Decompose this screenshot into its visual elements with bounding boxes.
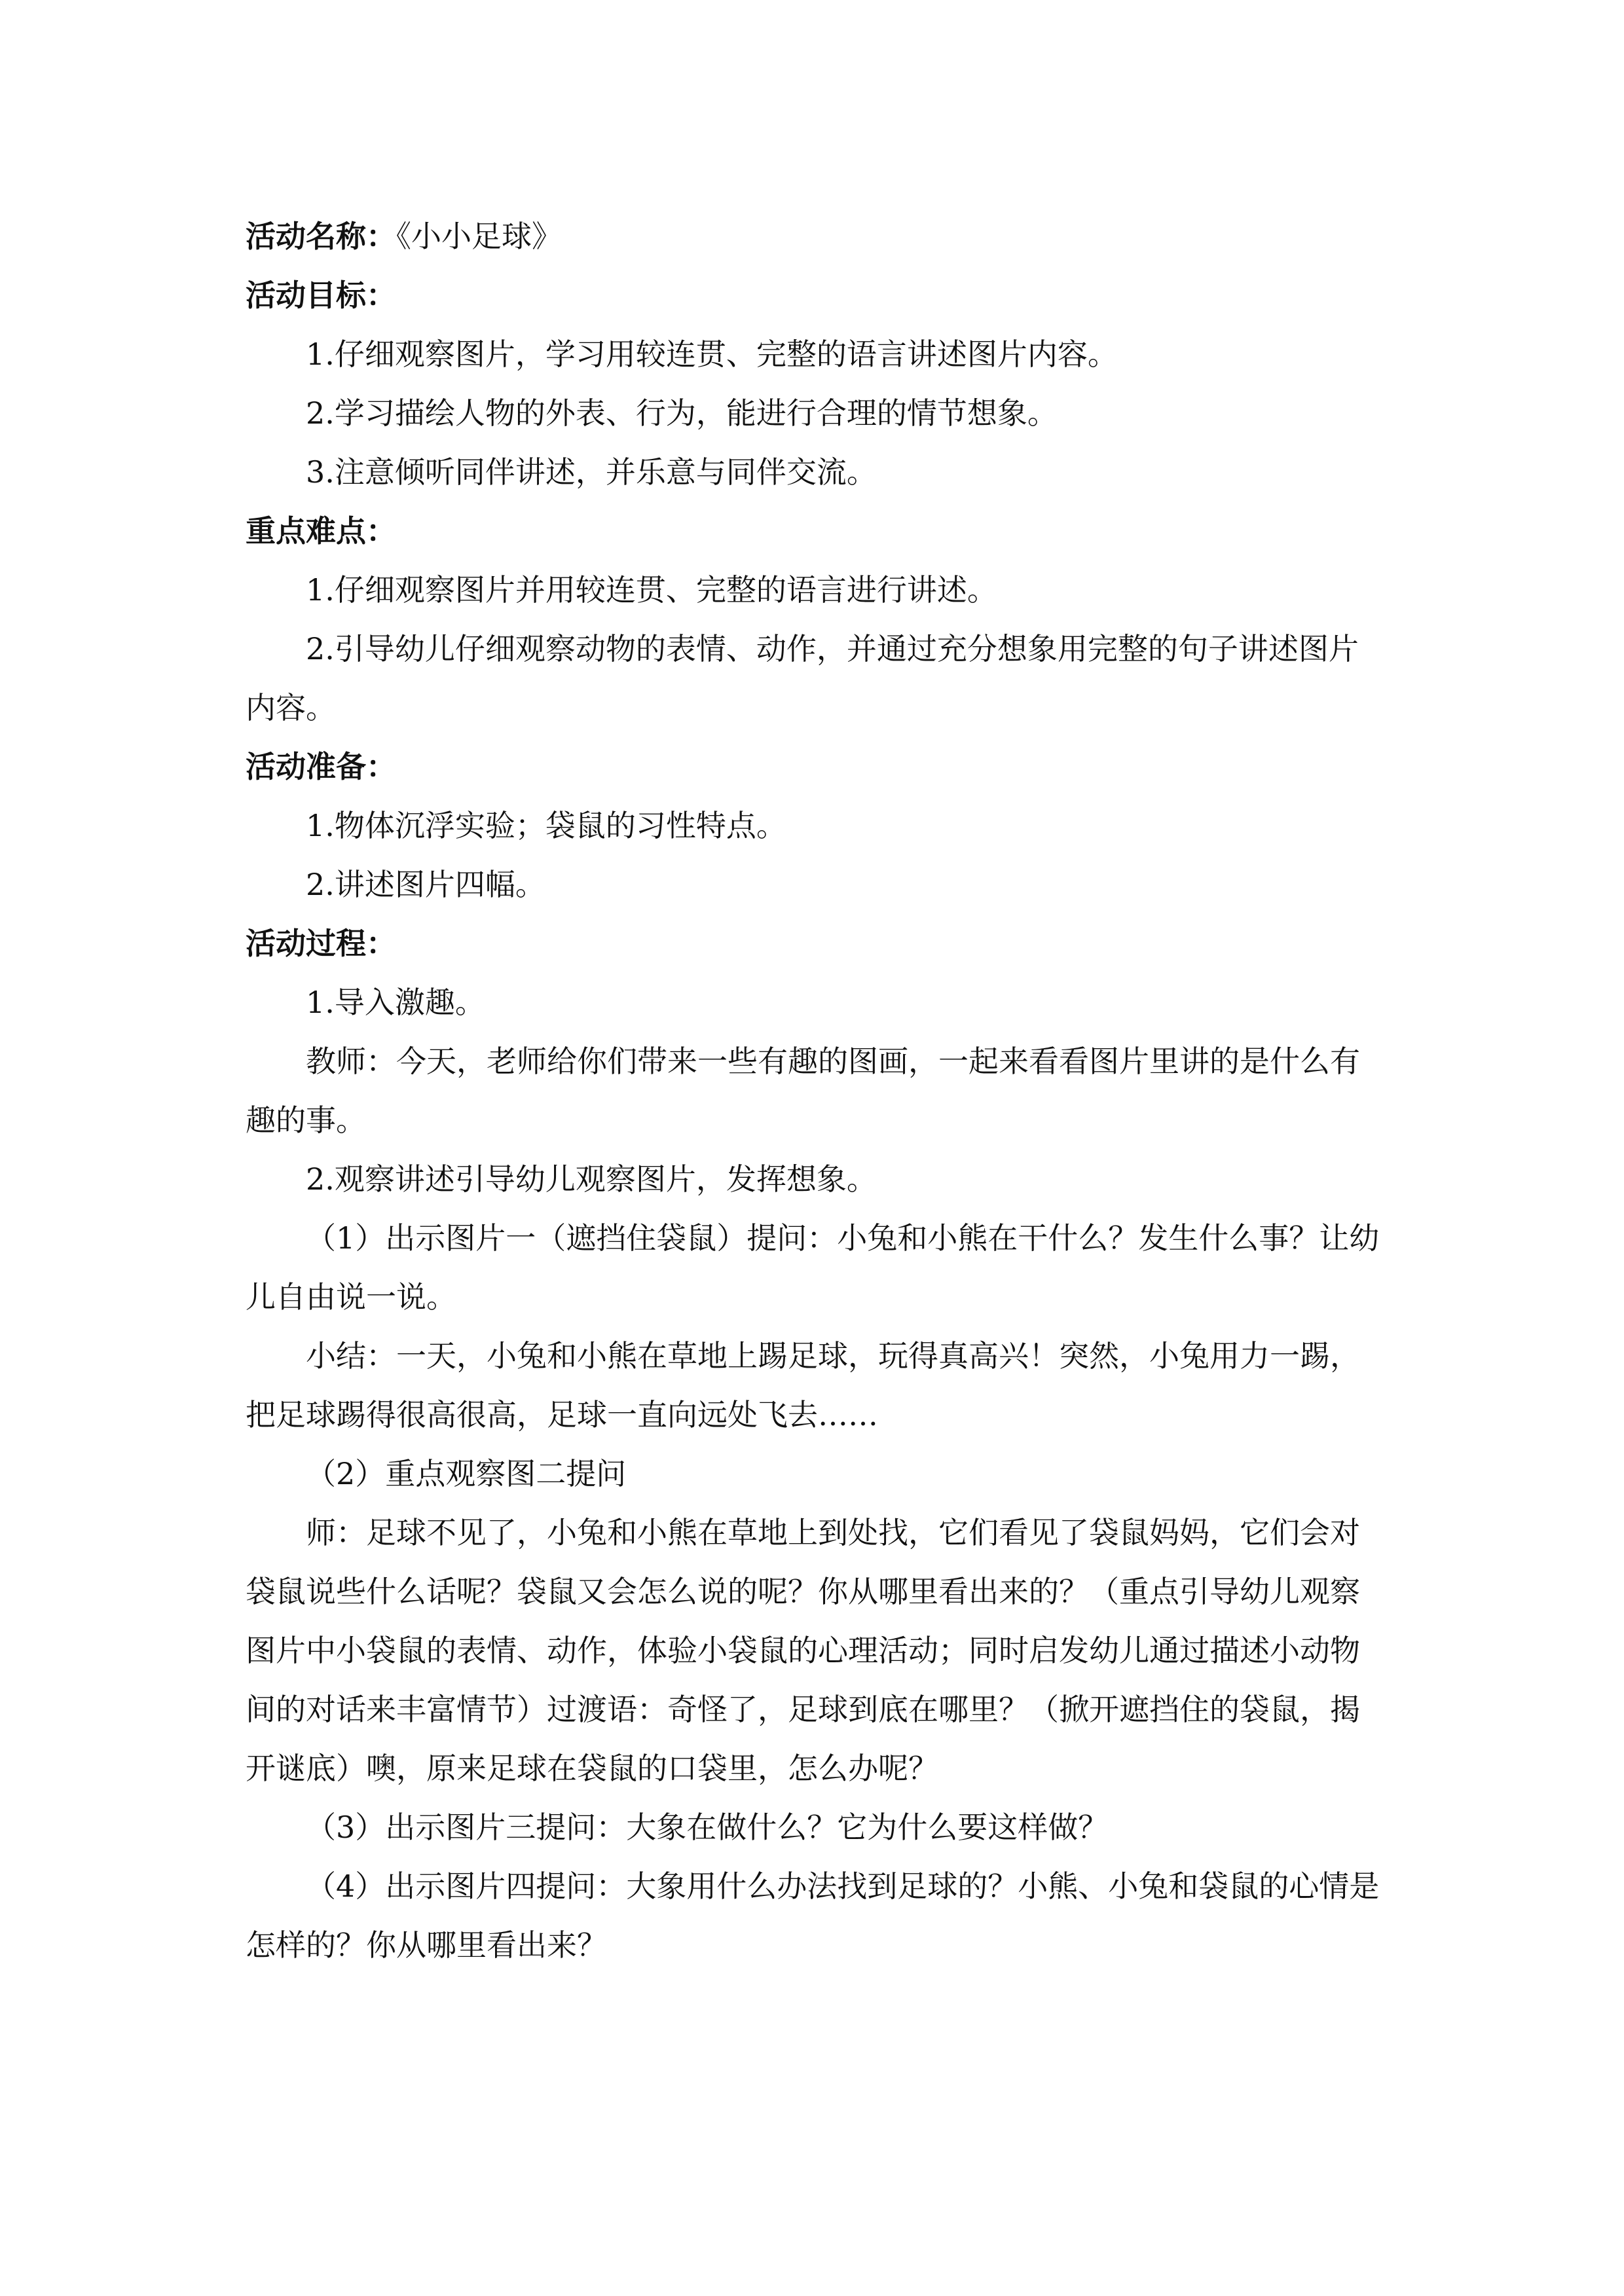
key-point-item-1: 1.仔细观察图片并用较连贯、完整的语言进行讲述。 xyxy=(306,572,997,608)
process-item-7: 师：足球不见了，小兔和小熊在草地上到处找，它们看见了袋鼠妈妈，它们会对袋鼠说些什么话呢？袋鼠又会怎么说的呢？你从哪里看出来的？（重点引导幼儿观察图片中小袋鼠的表情、动作，体验小袋鼠的心理活动；同时启发幼儿通过描述小动物间的对话来丰富情节）过渡语：奇怪了，足球到底在哪里？（掀开遮挡住的袋鼠，揭开谜底）噢，原来足球在袋鼠的口袋里，怎么办呢？ xyxy=(246,1515,1360,1786)
process-item-6: （2）重点观察图二提问 xyxy=(306,1456,627,1491)
process-item-3: 2.观察讲述引导幼儿观察图片，发挥想象。 xyxy=(306,1161,877,1197)
goals-heading: 活动目标： xyxy=(246,278,396,313)
key-points-heading: 重点难点： xyxy=(246,513,396,549)
preparation-heading: 活动准备： xyxy=(246,749,396,784)
preparation-item-1: 1.物体沉浮实验；袋鼠的习性特点。 xyxy=(306,808,786,843)
goal-item-2: 2.学习描绘人物的外表、行为，能进行合理的情节想象。 xyxy=(306,395,1058,431)
activity-name-line xyxy=(246,207,1382,266)
process-heading: 活动过程： xyxy=(246,926,396,961)
process-item-4: （1）出示图片一（遮挡住袋鼠）提问：小兔和小熊在干什么？发生什么事？让幼儿自由说一说。 xyxy=(246,1220,1380,1315)
preparation-item-2: 2.讲述图片四幅。 xyxy=(306,867,545,902)
goal-item-3: 3.注意倾听同伴讲述，并乐意与同伴交流。 xyxy=(306,454,877,490)
goal-item-1: 1.仔细观察图片，学习用较连贯、完整的语言讲述图片内容。 xyxy=(306,337,1118,372)
process-item-5: 小结：一天，小兔和小熊在草地上踢足球，玩得真高兴！突然，小兔用力一踢，把足球踢得很高很高，足球一直向远处飞去…… xyxy=(246,1338,1360,1432)
document-page xyxy=(246,207,1382,1975)
process-item-1: 1.导入激趣。 xyxy=(306,985,485,1020)
process-item-9: （4）出示图片四提问：大象用什么办法找到足球的？小熊、小兔和袋鼠的心情是怎样的？你从哪里看出来？ xyxy=(246,1868,1380,1963)
activity-name-label: 活动名称： xyxy=(246,219,396,254)
process-item-2: 教师：今天，老师给你们带来一些有趣的图画，一起来看看图片里讲的是什么有趣的事。 xyxy=(246,1044,1360,1138)
process-item-8: （3）出示图片三提问：大象在做什么？它为什么要这样做？ xyxy=(306,1810,1109,1845)
activity-name-value: 《小小足球》 xyxy=(396,219,562,254)
key-point-item-2: 2.引导幼儿仔细观察动物的表情、动作，并通过充分想象用完整的句子讲述图片内容。 xyxy=(246,631,1359,725)
